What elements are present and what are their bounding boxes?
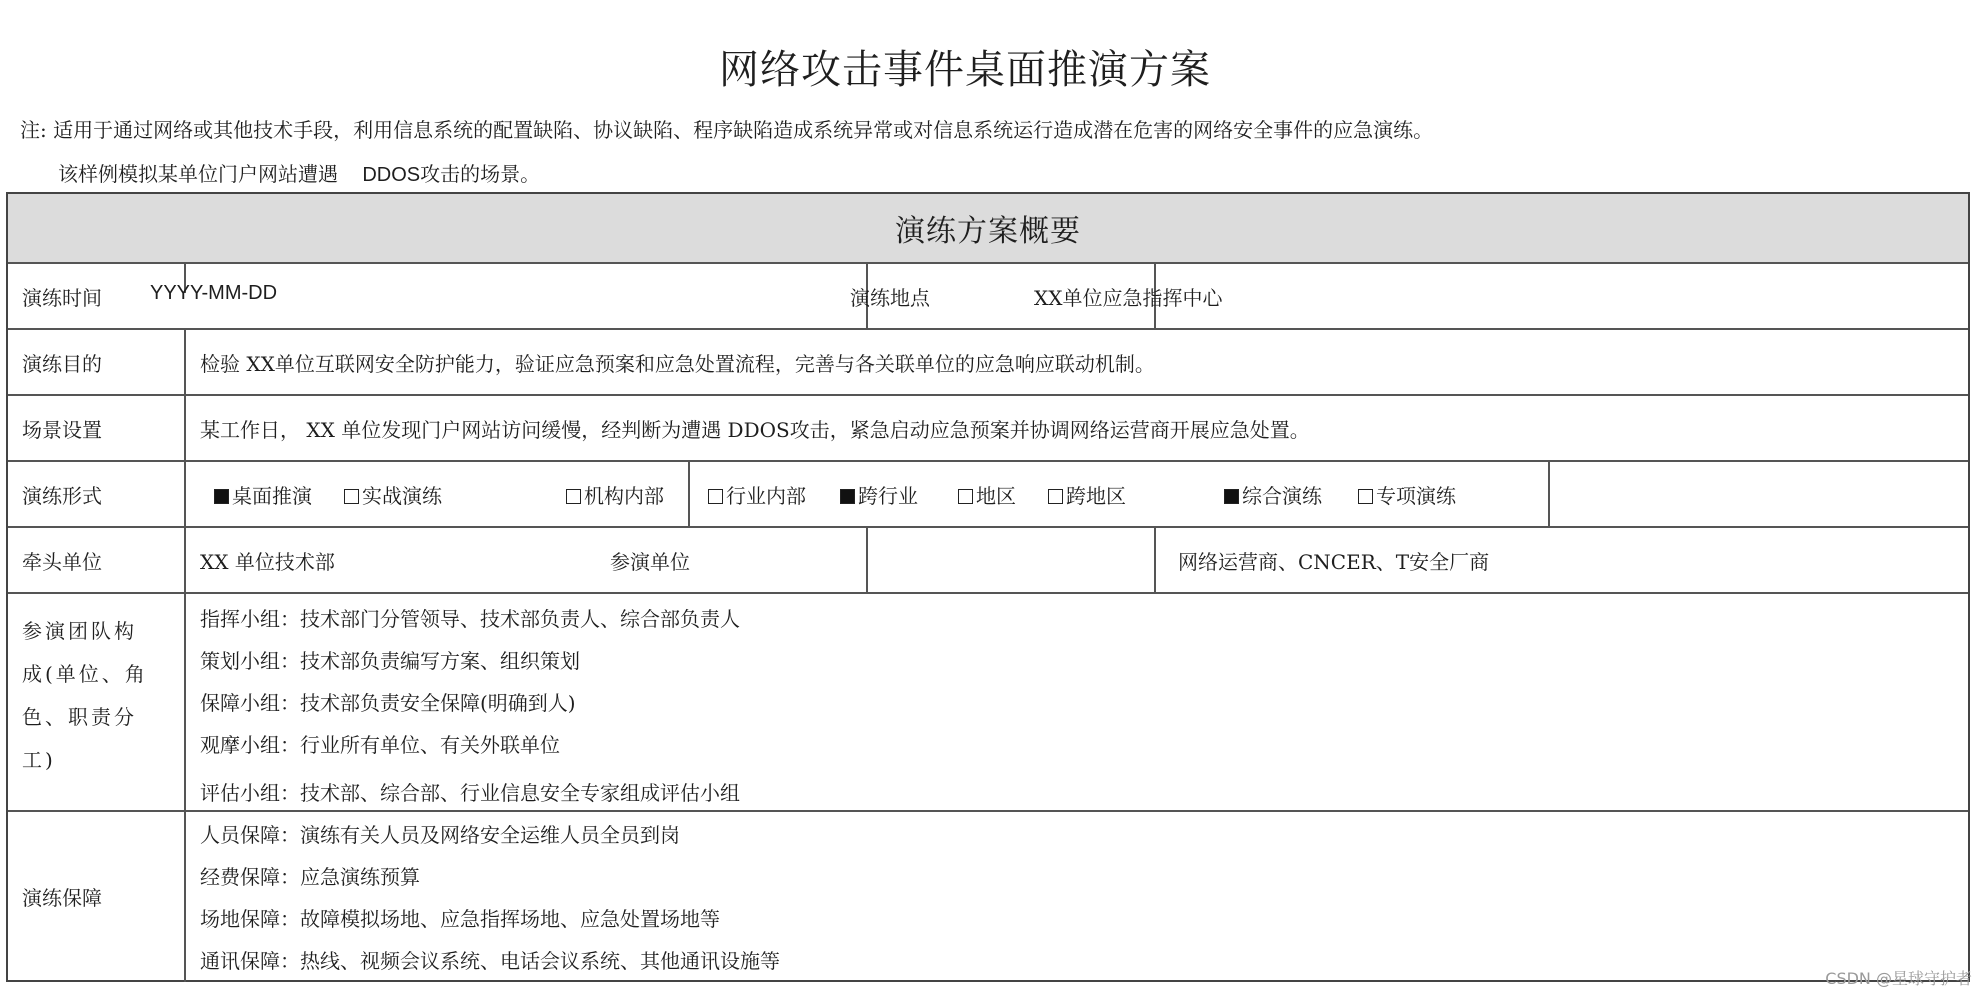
checkbox-unchecked-icon <box>1358 489 1373 504</box>
checkbox-unchecked-icon <box>344 489 359 504</box>
time-label: 演练时间 <box>22 286 102 310</box>
form-option-label: 跨行业 <box>858 484 918 508</box>
form-label: 演练形式 <box>22 484 102 508</box>
time-value: YYYY-MM-DD <box>150 282 278 304</box>
place-label: 演练地点 <box>850 286 930 310</box>
form-option <box>840 480 918 509</box>
lead-value: XX 单位技术部 <box>200 550 335 574</box>
team-list <box>200 598 740 814</box>
plan-summary-table <box>6 192 1970 982</box>
scenario-note-prefix: 该样例模拟某单位门户网站遭遇 <box>58 162 338 186</box>
checkbox-checked-icon <box>214 489 229 504</box>
form-option <box>566 480 664 509</box>
form-option-label: 跨地区 <box>1066 484 1126 508</box>
row-divider <box>8 592 1968 594</box>
form-option <box>1224 480 1322 509</box>
scenario-note-suffix: 攻击的场景。 <box>420 162 541 186</box>
scene-value: 某工作日， XX 单位发现门户网站访问缓慢，经判断为遭遇 DDOS攻击，紧急启动应急预案并协调网络运营商开展应急处置。 <box>200 418 1310 442</box>
team-item: 指挥小组：技术部门分管领导、技术部负责人、综合部负责人 <box>200 607 740 631</box>
scene-label: 场景设置 <box>22 418 102 442</box>
guarantee-item: 人员保障：演练有关人员及网络安全运维人员全员到岗 <box>200 823 680 847</box>
column-divider <box>1548 460 1550 526</box>
form-option-label: 行业内部 <box>726 484 806 508</box>
guarantee-item: 场地保障：故障模拟场地、应急指挥场地、应急处置场地等 <box>200 907 720 931</box>
form-option <box>1048 480 1126 509</box>
form-option-label: 地区 <box>976 484 1016 508</box>
row-divider <box>8 526 1968 528</box>
team-item: 观摩小组：行业所有单位、有关外联单位 <box>200 733 560 757</box>
column-divider <box>866 526 868 592</box>
purpose-label: 演练目的 <box>22 352 102 376</box>
scenario-note-ddos: DDOS <box>362 164 421 186</box>
checkbox-unchecked-icon <box>566 489 581 504</box>
column-divider <box>688 460 690 526</box>
row-divider <box>8 328 1968 330</box>
form-option <box>1358 480 1456 509</box>
lead-label: 牵头单位 <box>22 550 102 574</box>
form-option-label: 专项演练 <box>1376 484 1456 508</box>
participants-label: 参演单位 <box>610 550 690 574</box>
document-title: 网络攻击事件桌面推演方案 <box>719 47 1211 93</box>
team-item: 策划小组：技术部负责编写方案、组织策划 <box>200 649 580 673</box>
form-option-label: 机构内部 <box>584 484 664 508</box>
checkbox-unchecked-icon <box>958 489 973 504</box>
checkbox-checked-icon <box>1224 489 1239 504</box>
guarantee-list <box>200 814 780 982</box>
table-header: 演练方案概要 <box>8 194 1968 262</box>
guarantee-item: 通讯保障：热线、视频会议系统、电话会议系统、其他通讯设施等 <box>200 949 780 973</box>
form-option-label: 综合演练 <box>1242 484 1322 508</box>
place-value: XX单位应急指挥中心 <box>1034 286 1223 310</box>
participants-value: 网络运营商、CNCER、T安全厂商 <box>1178 550 1490 574</box>
checkbox-checked-icon <box>840 489 855 504</box>
form-option <box>708 480 806 509</box>
team-item: 评估小组：技术部、综合部、行业信息安全专家组成评估小组 <box>200 781 740 805</box>
row-divider <box>8 394 1968 396</box>
purpose-value: 检验 XX单位互联网安全防护能力，验证应急预案和应急处置流程，完善与各关联单位的应急响应联动机制。 <box>200 352 1155 376</box>
form-option-label: 实战演练 <box>362 484 442 508</box>
form-option <box>958 480 1016 509</box>
scenario-note <box>58 158 540 187</box>
team-label: 参演团队构成(单位、角色、职责分工) <box>22 619 148 772</box>
form-option <box>214 480 312 509</box>
watermark: CSDN @星球守护者 <box>1825 969 1972 988</box>
form-option-label: 桌面推演 <box>232 484 312 508</box>
guarantee-item: 经费保障：应急演练预算 <box>200 865 420 889</box>
form-option <box>344 480 442 509</box>
team-item: 保障小组：技术部负责安全保障(明确到人) <box>200 691 576 715</box>
row-divider <box>8 460 1968 462</box>
column-divider <box>1154 526 1156 592</box>
guarantee-label: 演练保障 <box>22 886 102 910</box>
applicability-note: 注: 适用于通过网络或其他技术手段，利用信息系统的配置缺陷、协议缺陷、程序缺陷造成系统异常或对信息系统运行造成潜在危害的网络安全事件的应急演练。 <box>20 118 1434 142</box>
checkbox-unchecked-icon <box>1048 489 1063 504</box>
column-divider <box>184 328 186 982</box>
row-divider <box>8 262 1968 264</box>
checkbox-unchecked-icon <box>708 489 723 504</box>
